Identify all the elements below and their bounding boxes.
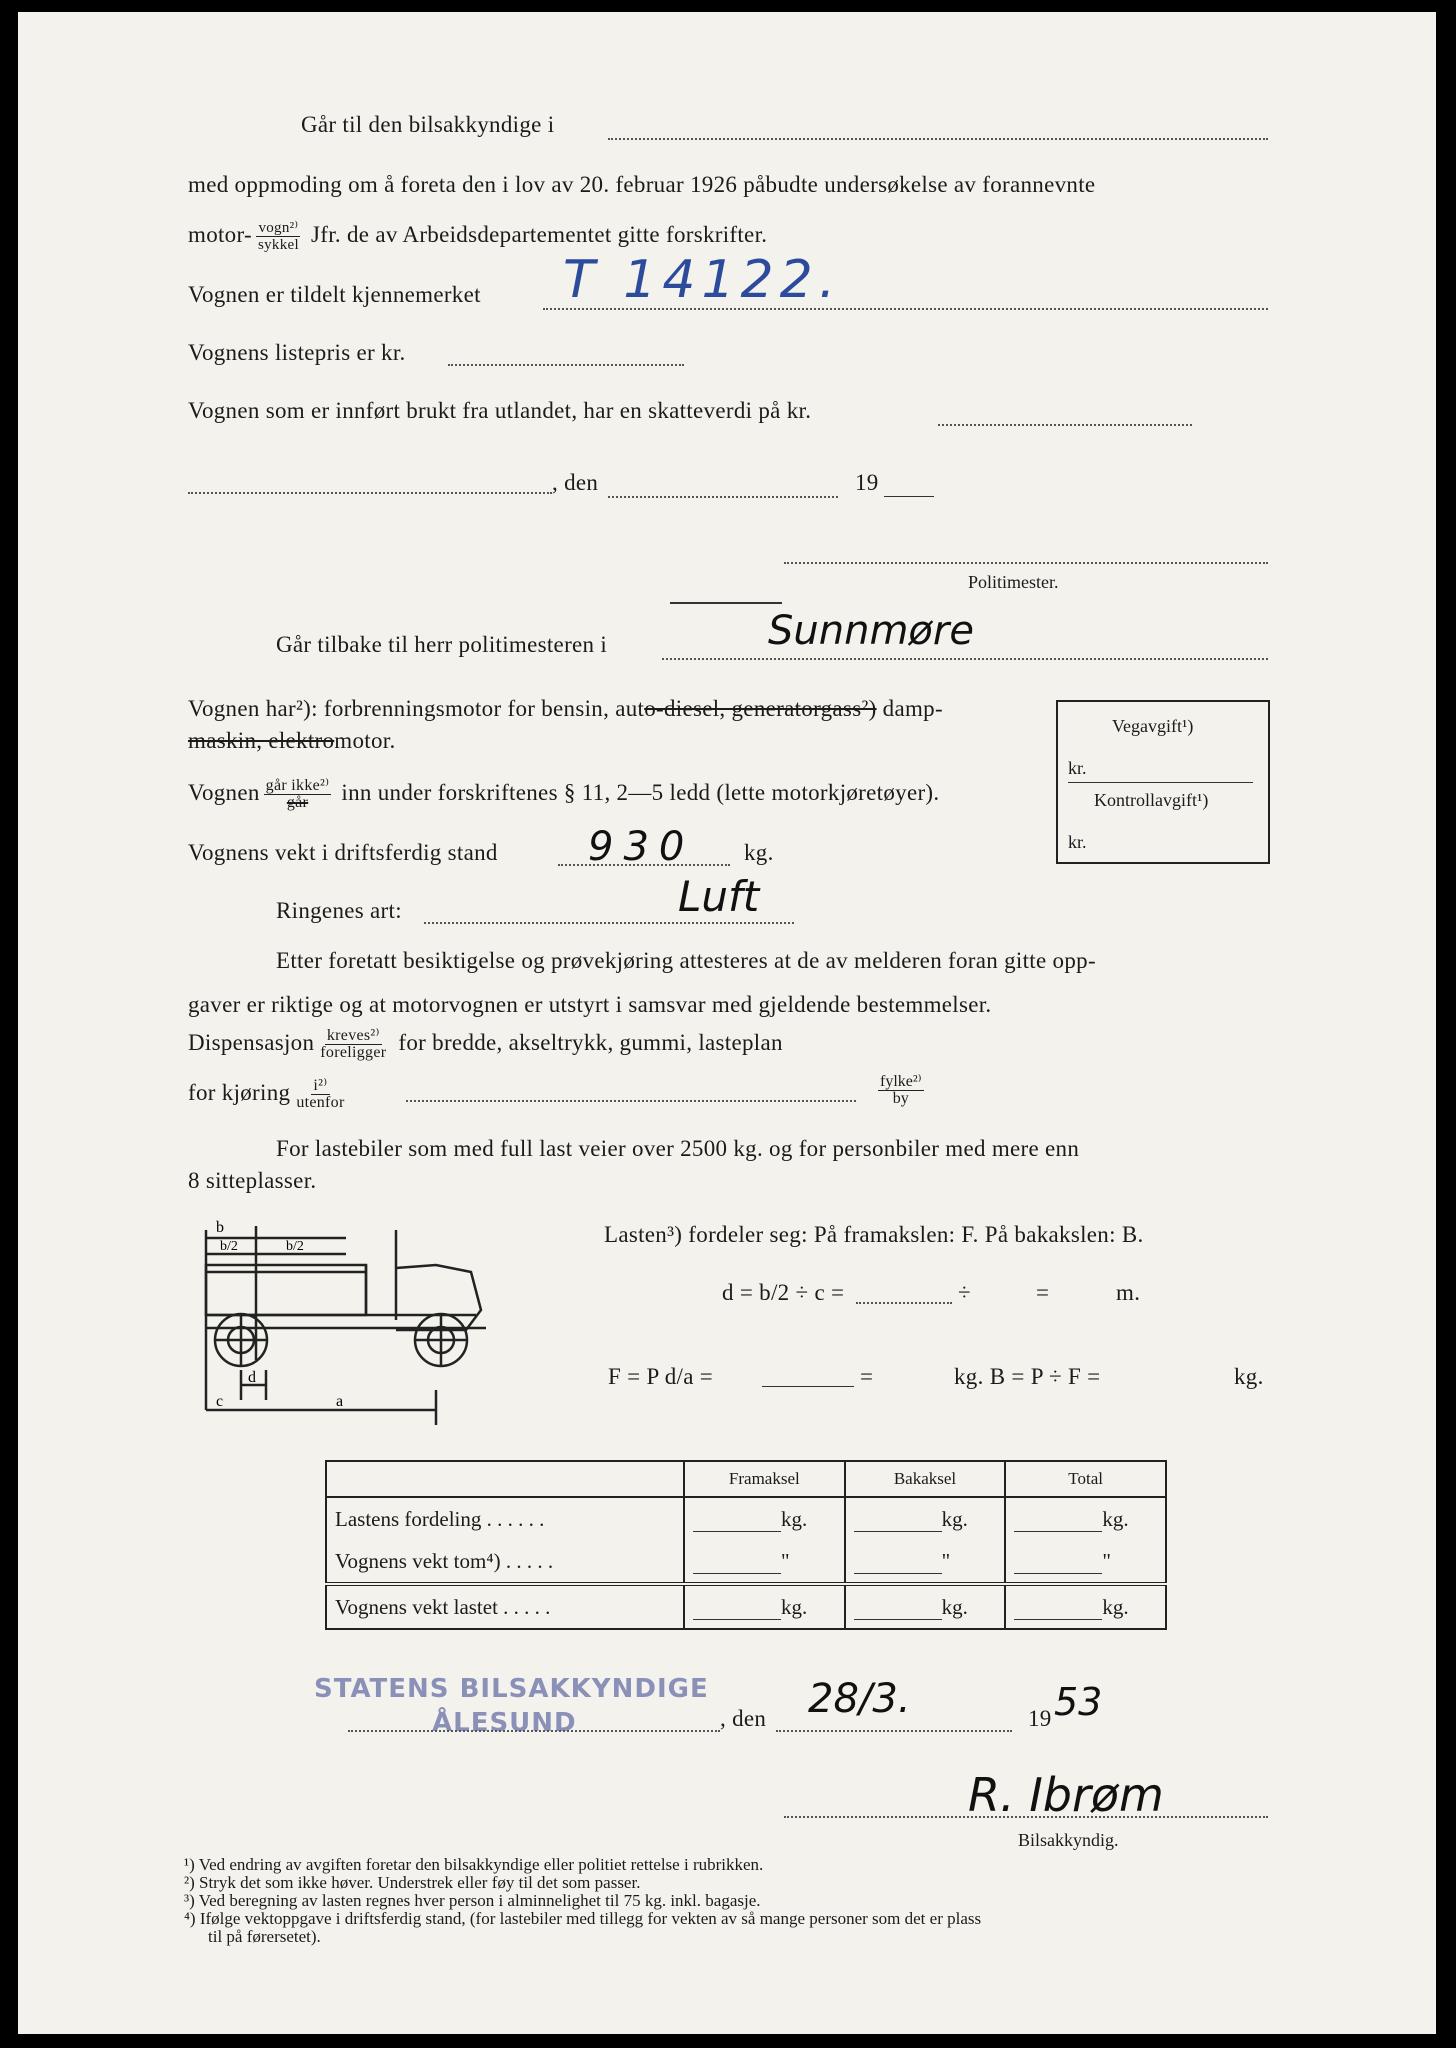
footnote-4: ⁴) Ifølge vektoppgave i driftsferdig stand, (for lastebiler med tillegg for vekten av så mange personer som det er plass <box>184 1909 982 1928</box>
diagram-label-c: c <box>216 1393 224 1410</box>
expert-title: Bilsakkyndig. <box>1018 1830 1119 1850</box>
formula-b-unit: kg. <box>1234 1364 1264 1389</box>
formula-f-eq: = <box>860 1364 874 1389</box>
cell-field[interactable] <box>1014 1553 1102 1574</box>
county-fraction <box>874 1074 928 1107</box>
cell-field[interactable] <box>693 1553 781 1574</box>
return-label: Går tilbake til herr politimesteren i <box>276 632 608 657</box>
listprice-field[interactable] <box>448 364 684 366</box>
cell-field[interactable] <box>854 1553 942 1574</box>
dispensation-line <box>188 1028 783 1061</box>
table-cell[interactable] <box>684 1584 845 1629</box>
driving-area-field[interactable] <box>406 1100 856 1102</box>
cell-field[interactable] <box>693 1511 781 1532</box>
police-title: Politimester. <box>968 572 1059 592</box>
dispensation-fraction <box>318 1028 388 1061</box>
sign-date-field[interactable] <box>776 1730 1012 1732</box>
engine-type-line1 <box>188 696 943 722</box>
goes-den: går <box>286 794 309 811</box>
goes-fraction <box>264 778 332 811</box>
diagram-label-b: b <box>216 1219 224 1236</box>
formula-d-eq: = <box>1036 1280 1050 1305</box>
cell-field[interactable] <box>693 1599 781 1620</box>
year-field[interactable] <box>884 496 934 497</box>
formula-d-unit: m. <box>1116 1280 1141 1305</box>
disp-den: foreligger <box>320 1044 387 1061</box>
classification-text: inn under forskriftenes § 11, 2—5 ledd (lette motorkjøretøyer). <box>341 779 940 805</box>
table-cell[interactable] <box>845 1540 1006 1584</box>
place-field[interactable] <box>188 492 552 494</box>
table-cell[interactable] <box>1005 1584 1166 1629</box>
import-value-label: Vognen som er innført brukt fra utlandet, har en skatteverdi på kr. <box>188 398 812 423</box>
fraction-num: vogn²⁾ <box>258 220 299 236</box>
regulations-text: Jfr. de av Arbeidsdepartementet gitte forskrifter. <box>310 221 768 247</box>
diagram-label-a: a <box>336 1393 344 1410</box>
stamp-line2: ÅLESUND <box>432 1708 577 1738</box>
table-row <box>326 1540 1166 1584</box>
formula-b: kg. B = P ÷ F = <box>954 1364 1101 1389</box>
truck-intro-line1: For lastebiler som med full last veier over 2500 kg. og for personbiler med mere enn <box>276 1136 1080 1161</box>
formula-d: d = b/2 ÷ c = <box>722 1280 845 1305</box>
sign-year-value: 53 <box>1054 1680 1103 1724</box>
control-fee-kr: kr. <box>1068 832 1087 852</box>
engine-text-a: Vognen har²): forbrenningsmotor for bensin, aut <box>188 696 645 721</box>
formula-f: F = P d/a = <box>608 1364 714 1389</box>
table-header-row <box>326 1461 1166 1497</box>
cell-field[interactable] <box>1014 1511 1102 1532</box>
table-header-empty <box>326 1461 684 1497</box>
engine-text-c: damp- <box>876 696 943 721</box>
cell-unit: kg. <box>1102 1506 1129 1531</box>
dispensation-text: for bredde, akseltrykk, gummi, lasteplan <box>398 1029 783 1055</box>
load-distribution-text: Lasten³) fordeler seg: På framakslen: F. På bakakslen: B. <box>604 1222 1144 1247</box>
cell-unit: kg. <box>941 1506 968 1531</box>
import-value-field[interactable] <box>938 424 1192 426</box>
truck-diagram <box>186 1210 586 1430</box>
vognen-label: Vognen <box>188 779 260 805</box>
sign-date-den: , den <box>720 1706 767 1731</box>
row-label: Lastens fordeling . . . . . . <box>335 1506 545 1531</box>
sign-year-prefix: 19 <box>1028 1706 1052 1731</box>
cell-field[interactable] <box>854 1599 942 1620</box>
table-row <box>326 1497 1166 1540</box>
goes-num: går ikke²⁾ <box>265 777 330 794</box>
form-page <box>18 12 1436 2034</box>
sign-date-value: 28/3. <box>808 1676 911 1722</box>
cell-unit: kg. <box>781 1506 808 1531</box>
diagram-label-d: d <box>248 1369 256 1386</box>
driving-label: for kjøring <box>188 1079 291 1105</box>
table-row <box>326 1584 1166 1629</box>
table-cell[interactable] <box>684 1540 845 1584</box>
cell-unit: kg. <box>1102 1594 1129 1619</box>
diagram-label-half-b-left: b/2 <box>220 1239 238 1254</box>
footnote-3: ³) Ved beregning av lasten regnes hver person i alminnelighet til 75 kg. inkl. bagasje. <box>184 1891 761 1910</box>
county-fraction-inner <box>878 1074 924 1107</box>
table-cell[interactable] <box>845 1584 1006 1629</box>
control-fee-label: Kontrollavgift¹) <box>1094 790 1209 810</box>
footnote-2: ²) Stryk det som ikke høver. Understrek eller føy til det som passer. <box>184 1873 641 1892</box>
request-text: med oppmoding om å foreta den i lov av 20. februar 1926 påbudte undersøkelse av forannevnte <box>188 172 1096 197</box>
date-field[interactable] <box>608 496 838 498</box>
dispensation-label: Dispensasjon <box>188 1029 315 1055</box>
table-header-rear-axle: Bakaksel <box>845 1461 1006 1497</box>
fraction-den: sykkel <box>257 237 299 253</box>
weight-unit: kg. <box>744 840 774 865</box>
table-cell[interactable] <box>845 1497 1006 1540</box>
expert-location-field[interactable] <box>608 138 1268 140</box>
motor-line <box>188 220 767 253</box>
engine-type-line2 <box>188 728 396 754</box>
expert-signature: R. Ibrøm <box>968 1768 1164 1822</box>
return-value: Sunnmøre <box>768 608 974 654</box>
cell-unit: " <box>941 1548 951 1573</box>
drive-den: utenfor <box>296 1094 345 1111</box>
table-cell[interactable] <box>684 1497 845 1540</box>
listprice-label: Vognens listepris er kr. <box>188 340 406 365</box>
date-den-label: , den <box>552 470 599 495</box>
section-divider <box>670 602 782 604</box>
police-signature-field[interactable] <box>784 562 1268 564</box>
cell-field[interactable] <box>1014 1599 1102 1620</box>
attestation-line1: Etter foretatt besiktigelse og prøvekjøring attesteres at de av melderen foran gitte opp- <box>276 948 1096 973</box>
county-den: by <box>892 1090 909 1107</box>
tyres-value: Luft <box>678 872 760 921</box>
table-cell[interactable] <box>1005 1540 1166 1584</box>
year-prefix: 19 <box>855 470 879 495</box>
weight-value: 930 <box>588 824 695 870</box>
formula-d-div: ÷ <box>958 1280 971 1305</box>
truck-intro-line2: 8 sitteplasser. <box>188 1168 317 1193</box>
footnote-4-cont: til på førersetet). <box>208 1927 321 1946</box>
weight-label: Vognens vekt i driftsferdig stand <box>188 840 498 865</box>
table-header-front-axle: Framaksel <box>684 1461 845 1497</box>
classification-line <box>188 778 939 811</box>
cell-unit: kg. <box>781 1594 808 1619</box>
motor-prefix: motor- <box>188 221 252 247</box>
load-distribution-table <box>325 1460 1167 1630</box>
cell-unit: " <box>781 1548 790 1573</box>
registration-value: T 14122. <box>563 250 842 310</box>
engine-text-struck2: maskin, elektro <box>188 728 335 753</box>
driving-line <box>188 1078 351 1111</box>
road-tax-kr: kr. <box>1068 758 1087 778</box>
road-tax-field[interactable] <box>1068 782 1253 783</box>
send-to-expert-label: Går til den bilsakkyndige i <box>301 112 555 137</box>
cell-field[interactable] <box>854 1511 942 1532</box>
row-label: Vognens vekt tom⁴) . . . . . <box>335 1548 554 1573</box>
drive-num: i²⁾ <box>313 1077 328 1094</box>
row-label: Vognens vekt lastet . . . . . <box>326 1584 684 1629</box>
footnote-1: ¹) Ved endring av avgiften foretar den bilsakkyndige eller politiet rettelse i rubrikken. <box>184 1855 764 1874</box>
fee-box <box>1056 700 1270 864</box>
stamp-place-field[interactable] <box>348 1730 720 1732</box>
formula-d-field1[interactable] <box>856 1302 952 1304</box>
engine-text-d: motor. <box>334 728 396 753</box>
table-header-total: Total <box>1005 1461 1166 1497</box>
vehicle-type-fraction <box>256 220 301 253</box>
cell-unit: " <box>1102 1548 1111 1573</box>
formula-f-field[interactable] <box>762 1386 854 1387</box>
return-field[interactable] <box>662 658 1268 660</box>
engine-text-struck: o-diesel, generatorgass²) <box>644 696 877 721</box>
disp-num: kreves²⁾ <box>326 1027 380 1044</box>
stamp-line1: STATENS BILSAKKYNDIGE <box>314 1674 709 1704</box>
tyres-label: Ringenes art: <box>276 898 402 923</box>
registration-label: Vognen er tildelt kjennemerket <box>188 282 481 307</box>
driving-fraction <box>294 1078 346 1111</box>
table-cell[interactable] <box>1005 1497 1166 1540</box>
attestation-line2: gaver er riktige og at motorvognen er utstyrt i samsvar med gjeldende bestemmelser. <box>188 992 992 1017</box>
road-tax-label: Vegavgift¹) <box>1112 716 1194 736</box>
county-num: fylke²⁾ <box>880 1073 922 1090</box>
cell-unit: kg. <box>941 1594 968 1619</box>
diagram-label-half-b-right: b/2 <box>286 1239 304 1254</box>
tyres-field[interactable] <box>424 922 794 924</box>
